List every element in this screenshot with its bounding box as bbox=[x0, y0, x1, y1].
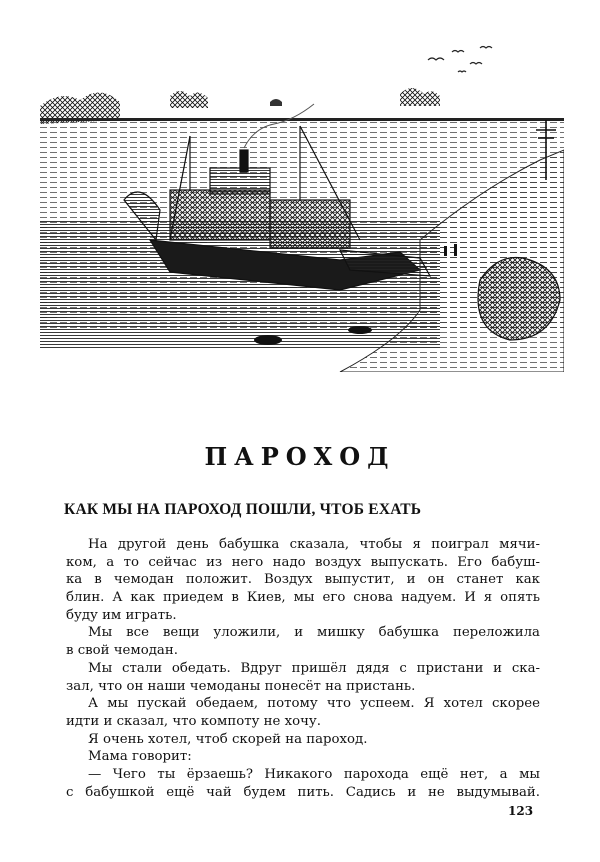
text-line: ком, а то сейчас из него надо воздух выпускать. Его бабуш- bbox=[66, 554, 540, 570]
text-line: зал, что он наши чемоданы понесёт на пристань. bbox=[66, 678, 416, 694]
page-number: 123 bbox=[508, 804, 534, 818]
text-line: с бабушкой ещё чай будем пить. Садись и не выдумывай. bbox=[66, 784, 540, 800]
text-line: Мы все вещи уложили, и мишку бабушка переложила bbox=[88, 625, 540, 641]
story-text bbox=[66, 536, 540, 801]
chapter-title: ПАРОХОД bbox=[204, 442, 396, 471]
text-line: — Чего ты ёрзаешь? Никакого парохода ещё нет, а мы bbox=[88, 766, 540, 782]
text-line: в свой чемодан. bbox=[66, 643, 178, 659]
text-line: буду им играть. bbox=[66, 607, 177, 623]
text-line: Я очень хотел, чтоб скорей на пароход. bbox=[88, 731, 368, 747]
steamboat-illustration bbox=[40, 40, 564, 372]
text-line: Мы стали обедать. Вдруг пришёл дядя с пристани и ска- bbox=[88, 660, 540, 676]
section-title: КАК МЫ НА ПАРОХОД ПОШЛИ, ЧТОБ ЕХАТЬ bbox=[64, 501, 422, 518]
text-line: На другой день бабушка сказала, чтобы я поиграл мячи- bbox=[88, 537, 540, 552]
text-line: А мы пускай обедаем, потому что успеем. Я хотел скорее bbox=[88, 696, 540, 712]
text-line: Мама говорит: bbox=[88, 749, 192, 765]
text-line: блин. А как приедем в Киев, мы его снова надуем. И я опять bbox=[66, 590, 540, 606]
steamboat-drawing bbox=[40, 40, 564, 372]
text-line: идти и сказал, что компоту не хочу. bbox=[66, 713, 321, 729]
text-line: ка в чемодан положит. Воздух выпустит, и он станет как bbox=[66, 572, 540, 588]
